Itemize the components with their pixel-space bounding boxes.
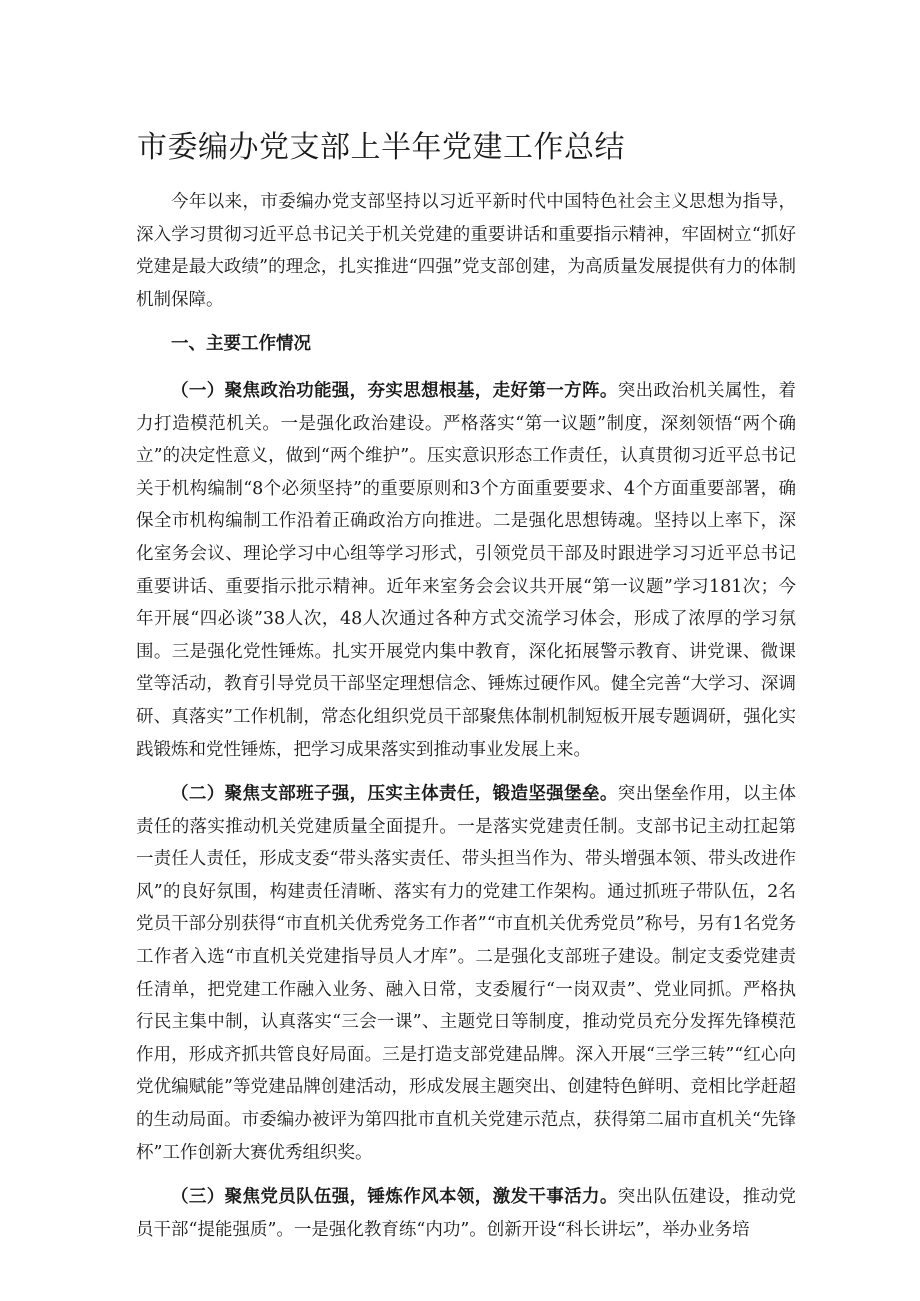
paragraph-lead: （一）聚焦政治功能强，夯实思想根基，走好第一方阵。 [171,380,618,401]
document-body [136,186,796,1258]
document-title: 市委编办党支部上半年党建工作总结 [137,130,625,165]
paragraph-lead: （二）聚焦支部班子强，压实主体责任，锻造坚强堡垒。 [171,784,618,805]
paragraph-body: 突出堡垒作用，以主体责任的落实推动机关党建质量全面提升。一是落实党建责任制。支部书记主动扛起第一责任人责任，形成支委“带头落实责任、带头担当作为、带头增强本领、带头改进作风”的良好氛围，构建责任清晰、落实有力的党建工作架构。通过抓班子带队伍，2名党员干部分别获得“市直机关优秀党务工作者”“市直机关优秀党员”称号，另有1名党务工作者入选“市直机关党建指导员人才库”。二是强化支部班子建设。制定支委党建责任清单，把党建工作融入业务、融入日常，支委履行“一岗双责”、党业同抓。严格执行民主集中制，认真落实“三会一课”、主题党日等制度，推动党员充分发挥先锋模范作用，形成齐抓共管良好局面。三是打造支部党建品牌。深入开展“三学三转”“红心向党优编赋能”等党建品牌创建活动，形成发展主题突出、创建特色鲜明、竞相比学赶超的生动局面。市委编办被评为第四批市直机关党建示范点，获得第二届市直机关“先锋杯”工作创新大赛优秀组织奖。 [136,784,797,1163]
paragraph-branch-team [136,778,796,1169]
paragraph-body: 突出政治机关属性，着力打造模范机关。一是强化政治建设。严格落实“第一议题”制度，深刻领悟“两个确立”的决定性意义，做到“两个维护”。压实意识形态工作责任，认真贯彻习近平总书记关于机构编制“8个必须坚持”的重要原则和3个方面重要要求、4个方面重要部署，确保全市机构编制工作沿着正确政治方向推进。二是强化思想铸魂。坚持以上率下，深化室务会议、理论学习中心组等学习形式，引领党员干部及时跟进学习习近平总书记重要讲话、重要指示批示精神。近年来室务会会议共开展“第一议题”学习181次；今年开展“四必谈”38人次，48人次通过各种方式交流学习体会，形成了浓厚的学习氛围。三是强化党性锤炼。扎实开展党内集中教育，深化拓展警示教育、讲党课、微课堂等活动，教育引导党员干部坚定理想信念、锤炼过硬作风。健全完善“大学习、深调研、真落实”工作机制，常态化组织党员干部聚焦体制机制短板开展专题调研，强化实践锻炼和党性锤炼，把学习成果落实到推动事业发展上来。 [136,380,797,760]
paragraph-lead: （三）聚焦党员队伍强，锤炼作风本领，激发干事活力。 [171,1187,618,1208]
section-heading-main-work: 一、主要工作情况 [171,334,311,355]
paragraph-member-team [136,1181,796,1246]
intro-paragraph: 今年以来，市委编办党支部坚持以习近平新时代中国特色社会主义思想为指导，深入学习贯彻习近平总书记关于机关党建的重要讲话和重要指示精神，牢固树立“抓好党建是最大政绩”的理念，扎实推进“四强”党支部创建，为高质量发展提供有力的体制机制保障。 [136,192,796,310]
paragraph-body: 突出队伍建设，推动党员干部“提能强质”。一是强化教育练“内功”。创新开设“科长讲坛”，举办业务培 [136,1187,797,1240]
paragraph-political-function [136,375,796,766]
